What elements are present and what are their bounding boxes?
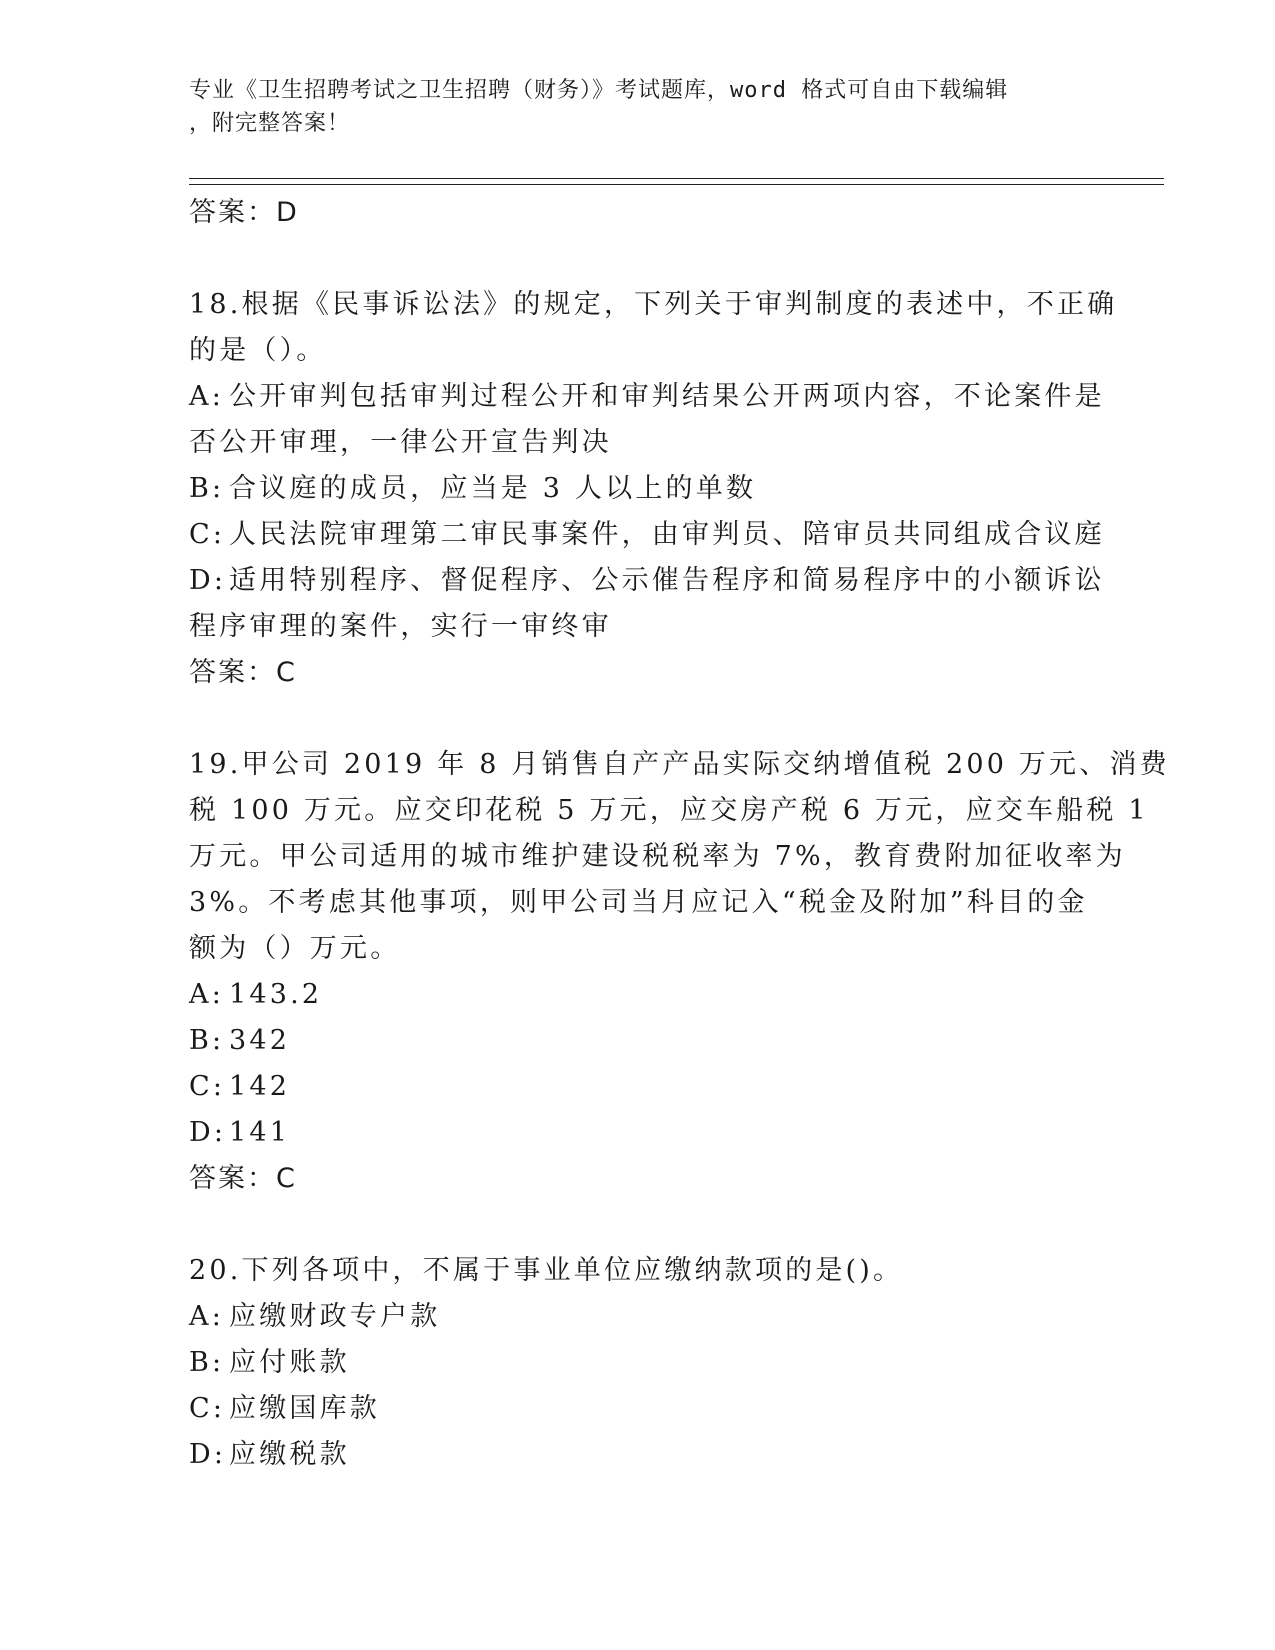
question-18 (189, 282, 1118, 696)
q20-option-b: B: 应付账款 (189, 1340, 1089, 1386)
q19-option-b: B: 342 (189, 1018, 1089, 1064)
q19-option-c: C: 142 (189, 1064, 1089, 1110)
q20-option-b-label: B: (189, 1347, 225, 1378)
q20-option-d-label: D: (189, 1439, 227, 1470)
previous-answer: 答案：D (189, 197, 299, 228)
q19-stem-line-2: 税 100 万元。应交印花税 5 万元，应交房产税 6 万元，应交车船税 1 (189, 795, 1149, 826)
q19-option-d-label: D: (189, 1117, 227, 1148)
q19-answer: 答案：C (189, 1163, 297, 1194)
document-header (189, 74, 1079, 140)
q18-stem-line-1: 18.根据《民事诉讼法》的规定，下列关于审判制度的表述中，不正确 (189, 289, 1118, 320)
q19-stem-line-1: 19.甲公司 2019 年 8 月销售自产产品实际交纳增值税 200 万元、消费 (189, 749, 1170, 780)
q20-stem-line-1: 20.下列各项中，不属于事业单位应缴纳款项的是()。 (189, 1255, 904, 1286)
q19-stem-line-4: 3%。不考虑其他事项，则甲公司当月应记入“税金及附加”科目的金 (189, 887, 1088, 918)
q20-option-c-label: C: (189, 1393, 226, 1424)
question-19 (189, 742, 1170, 1202)
q19-option-b-label: B: (189, 1025, 225, 1056)
q20-option-c: C: 应缴国库款 (189, 1386, 1089, 1432)
q18-option-d: D: 适用特别程序、督促程序、公示催告程序和简易程序中的小额诉讼 (189, 558, 1089, 604)
q18-option-b-label: B: (189, 473, 225, 504)
q19-stem-line-5: 额为（）万元。 (189, 933, 401, 964)
q18-option-c: C: 人民法院审理第二审民事案件，由审判员、陪审员共同组成合议庭 (189, 512, 1089, 558)
header-rule-bottom (189, 184, 1164, 185)
question-content (189, 190, 1170, 1478)
q19-option-d: D: 141 (189, 1110, 1089, 1156)
question-20 (189, 1248, 1089, 1478)
q18-option-b: B: 合议庭的成员，应当是 3 人以上的单数 (189, 466, 1089, 512)
q18-option-c-label: C: (189, 519, 226, 550)
q18-answer: 答案：C (189, 657, 297, 688)
header-line-1: 专业《卫生招聘考试之卫生招聘（财务）》考试题库，word 格式可自由下载编辑 (189, 78, 1009, 103)
q18-option-d-cont: 程序审理的案件，实行一审终审 (189, 611, 612, 642)
q19-option-c-label: C: (189, 1071, 226, 1102)
q19-stem-line-3: 万元。甲公司适用的城市维护建设税税率为 7%，教育费附加征收率为 (189, 841, 1126, 872)
header-line-2: ，附完整答案！ (189, 111, 351, 136)
q20-option-a-label: A: (189, 1301, 224, 1332)
q18-option-a: A: 公开审判包括审判过程公开和审判结果公开两项内容，不论案件是 (189, 374, 1089, 420)
q20-option-a: A: 应缴财政专户款 (189, 1294, 1089, 1340)
q18-stem-line-2: 的是（）。 (189, 335, 327, 366)
header-rule-top (189, 178, 1164, 179)
q19-option-a: A: 143.2 (189, 972, 1089, 1018)
q20-option-d: D: 应缴税款 (189, 1432, 1089, 1478)
q18-option-a-label: A: (189, 381, 224, 412)
q18-option-a-cont: 否公开审理，一律公开宣告判决 (189, 427, 612, 458)
q18-option-d-label: D: (189, 565, 227, 596)
q19-option-a-label: A: (189, 979, 224, 1010)
